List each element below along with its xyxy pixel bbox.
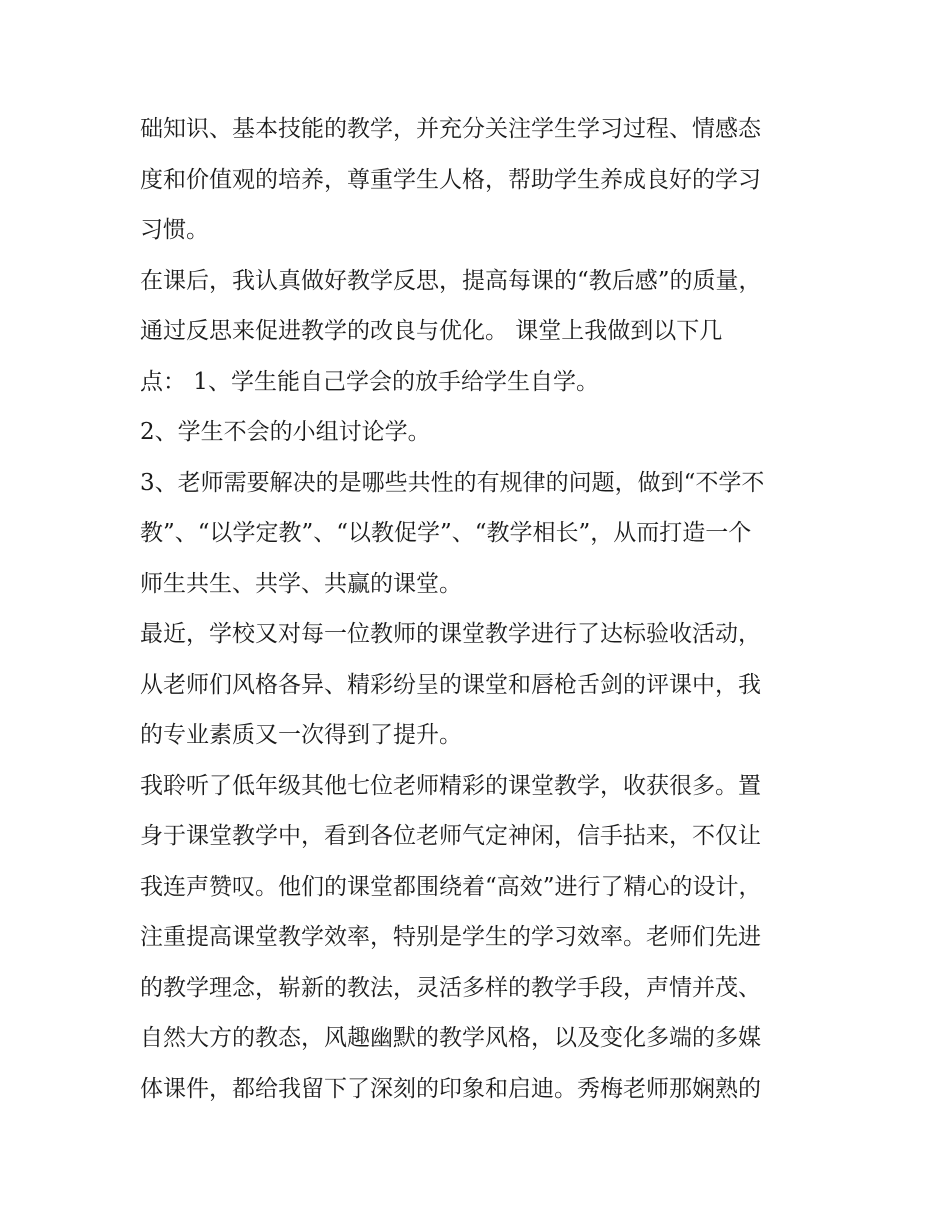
text-line: 教”、“以学定教”、“以教促学”、“教学相长”，从而打造一个 — [140, 520, 752, 546]
text-line: 最近，学校又对每一位教师的课堂教学进行了达标验收活动， — [140, 621, 761, 647]
text-line: 通过反思来促进教学的改良与优化。 课堂上我做到以下几 — [140, 318, 723, 344]
text-line: 身于课堂教学中，看到各位老师气定神闲，信手拈来，不仅让 — [140, 823, 761, 849]
document-body — [140, 104, 820, 1114]
text-line: 点： 1、学生能自己学会的放手给学生自学。 — [140, 368, 599, 395]
text-line: 础知识、基本技能的教学，并充分关注学生学习过程、情感态 — [140, 116, 761, 142]
text-line: 2、学生不会的小组讨论学。 — [140, 419, 431, 445]
text-line: 注重提高课堂教学效率，特别是学生的学习效率。老师们先进 — [140, 924, 761, 950]
text-line: 师生共生、共学、共赢的课堂。 — [140, 570, 462, 597]
text-line: 3、老师需要解决的是哪些共性的有规律的问题，做到“不学不 — [140, 469, 765, 496]
text-line: 度和价值观的培养，尊重学生人格，帮助学生养成良好的学习 — [140, 166, 761, 193]
text-line: 从老师们风格各异、精彩纷呈的课堂和唇枪舌剑的评课中，我 — [140, 671, 761, 698]
text-line: 我聆听了低年级其他七位老师精彩的课堂教学，收获很多。置 — [140, 772, 761, 799]
text-line: 我连声赞叹。他们的课堂都围绕着“高效”进行了精心的设计， — [140, 873, 762, 900]
text-line: 体课件，都给我留下了深刻的印象和启迪。秀梅老师那娴熟的 — [140, 1075, 761, 1102]
text-line: 的教学理念，崭新的教法，灵活多样的教学手段，声情并茂、 — [140, 974, 761, 1001]
text-line: 的专业素质又一次得到了提升。 — [140, 722, 462, 748]
text-line: 在课后，我认真做好教学反思，提高每课的“教后感”的质量， — [140, 267, 762, 294]
text-line: 自然大方的教态，风趣幽默的教学风格，以及变化多端的多媒 — [140, 1025, 761, 1051]
text-line: 习惯。 — [140, 217, 209, 243]
